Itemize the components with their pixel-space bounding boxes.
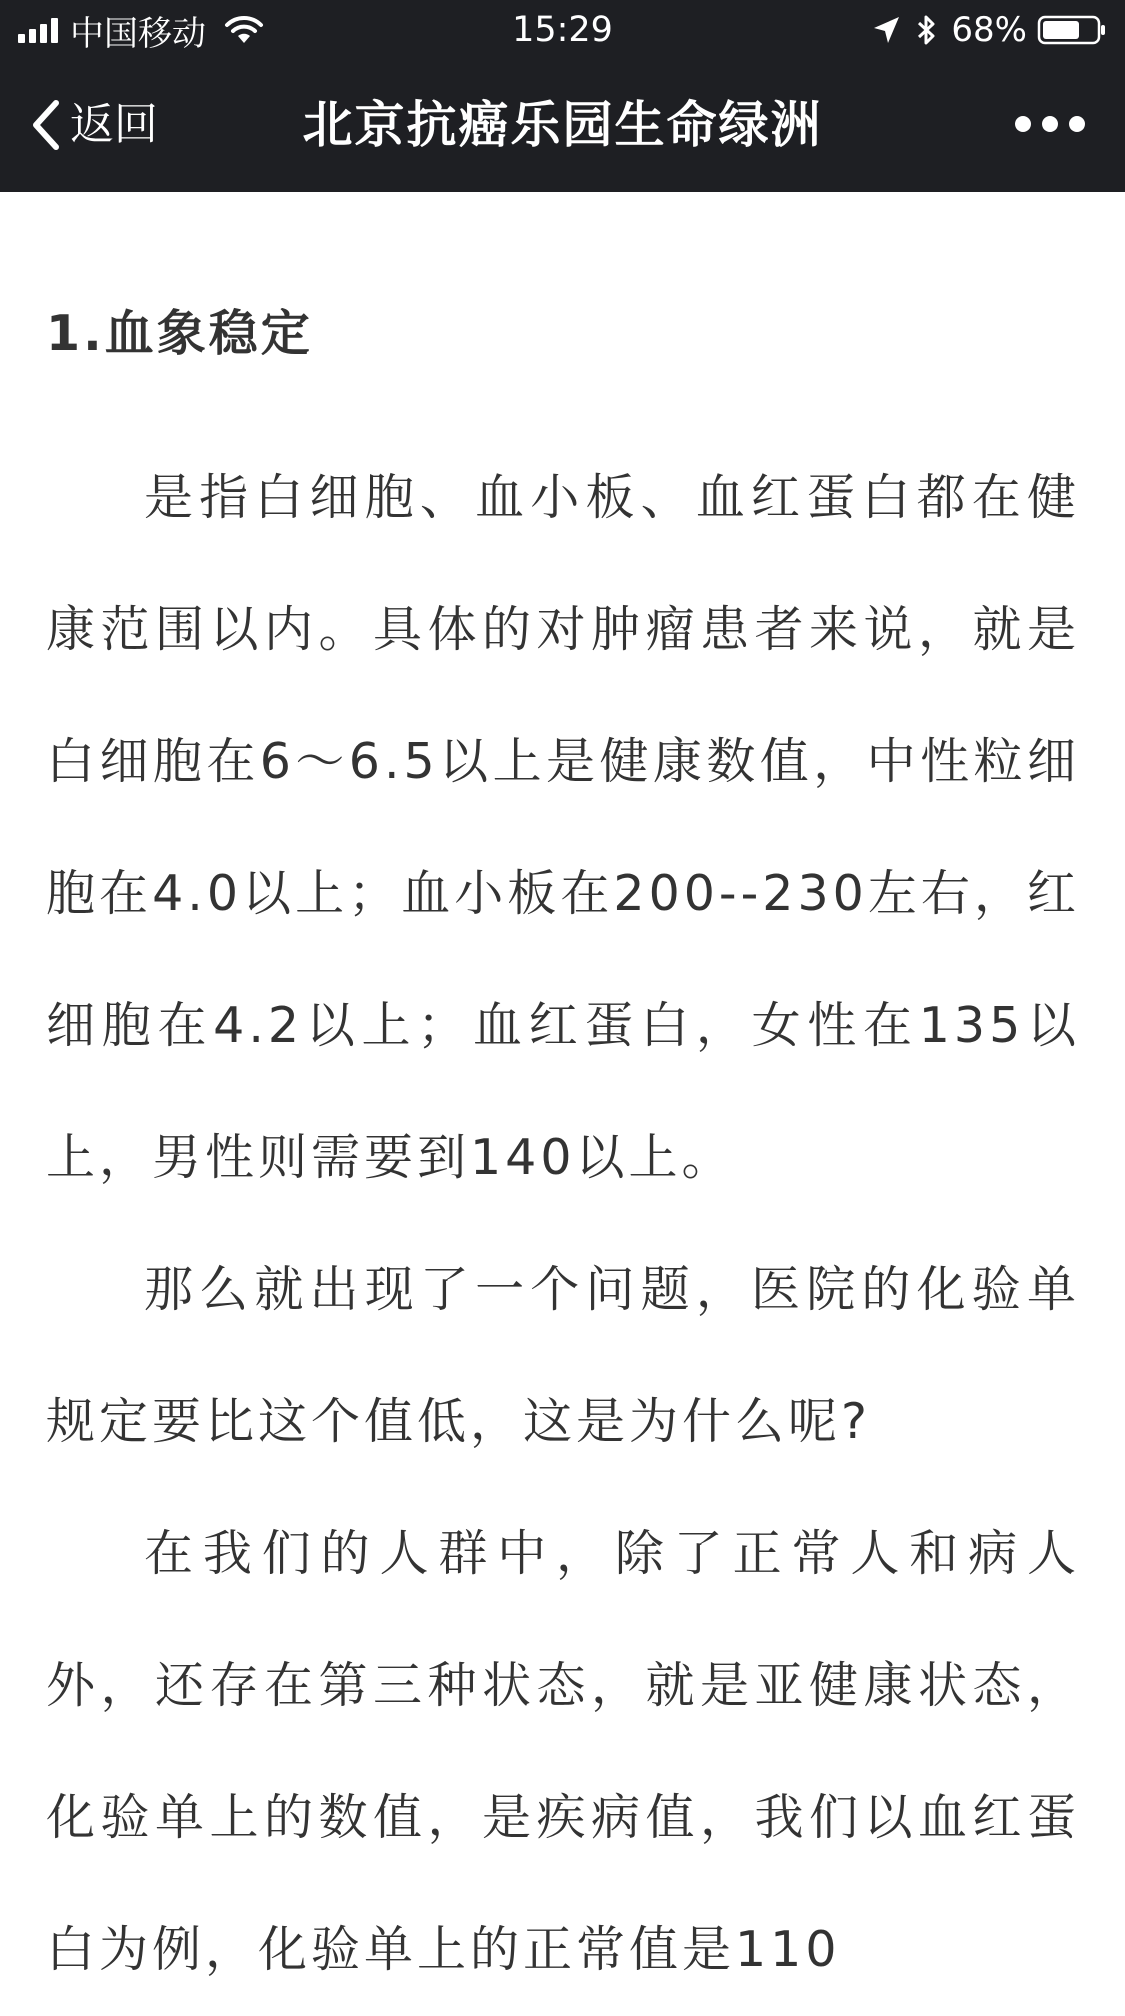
bluetooth-icon [911, 14, 941, 46]
back-label: 返回 [70, 99, 158, 150]
article-paragraph: 是指白细胞、血小板、血红蛋白都在健康范围以内。具体的对肿瘤患者来说，就是白细胞在6～6.5以上是健康数值，中性粒细胞在4.0以上；血小板在200--230左右，红细胞在4.2以上；血红蛋白，女性在135以上，男性则需要到140以上。 [46, 469, 1080, 1186]
status-bar [0, 0, 1125, 60]
section-heading: 1.血象稳定 [46, 305, 313, 362]
article-paragraphs [46, 432, 1080, 2016]
article-paragraph: 那么就出现了一个问题，医院的化验单规定要比这个值低，这是为什么呢? [46, 1261, 1080, 1450]
navigation-bar [0, 60, 1125, 192]
back-chevron-icon [28, 95, 64, 155]
carrier-name: 中国移动 [70, 13, 206, 54]
more-button[interactable] [1015, 104, 1085, 144]
status-bar-right [871, 8, 1107, 52]
more-dots-icon [1042, 116, 1058, 132]
article-content [46, 192, 1080, 2016]
battery-icon [1037, 14, 1107, 46]
status-time: 15:29 [512, 10, 613, 50]
battery-percentage: 68% [951, 10, 1027, 50]
location-arrow-icon [871, 14, 901, 46]
back-button[interactable] [28, 90, 158, 160]
more-dots-icon [1069, 116, 1085, 132]
article-paragraph: 在我们的人群中，除了正常人和病人外，还存在第三种状态，就是亚健康状态，化验单上的数值，是疾病值，我们以血红蛋白为例，化验单上的正常值是110 [46, 1525, 1080, 1978]
page-title: 北京抗癌乐园生命绿洲 [302, 96, 823, 154]
more-dots-icon [1015, 116, 1031, 132]
